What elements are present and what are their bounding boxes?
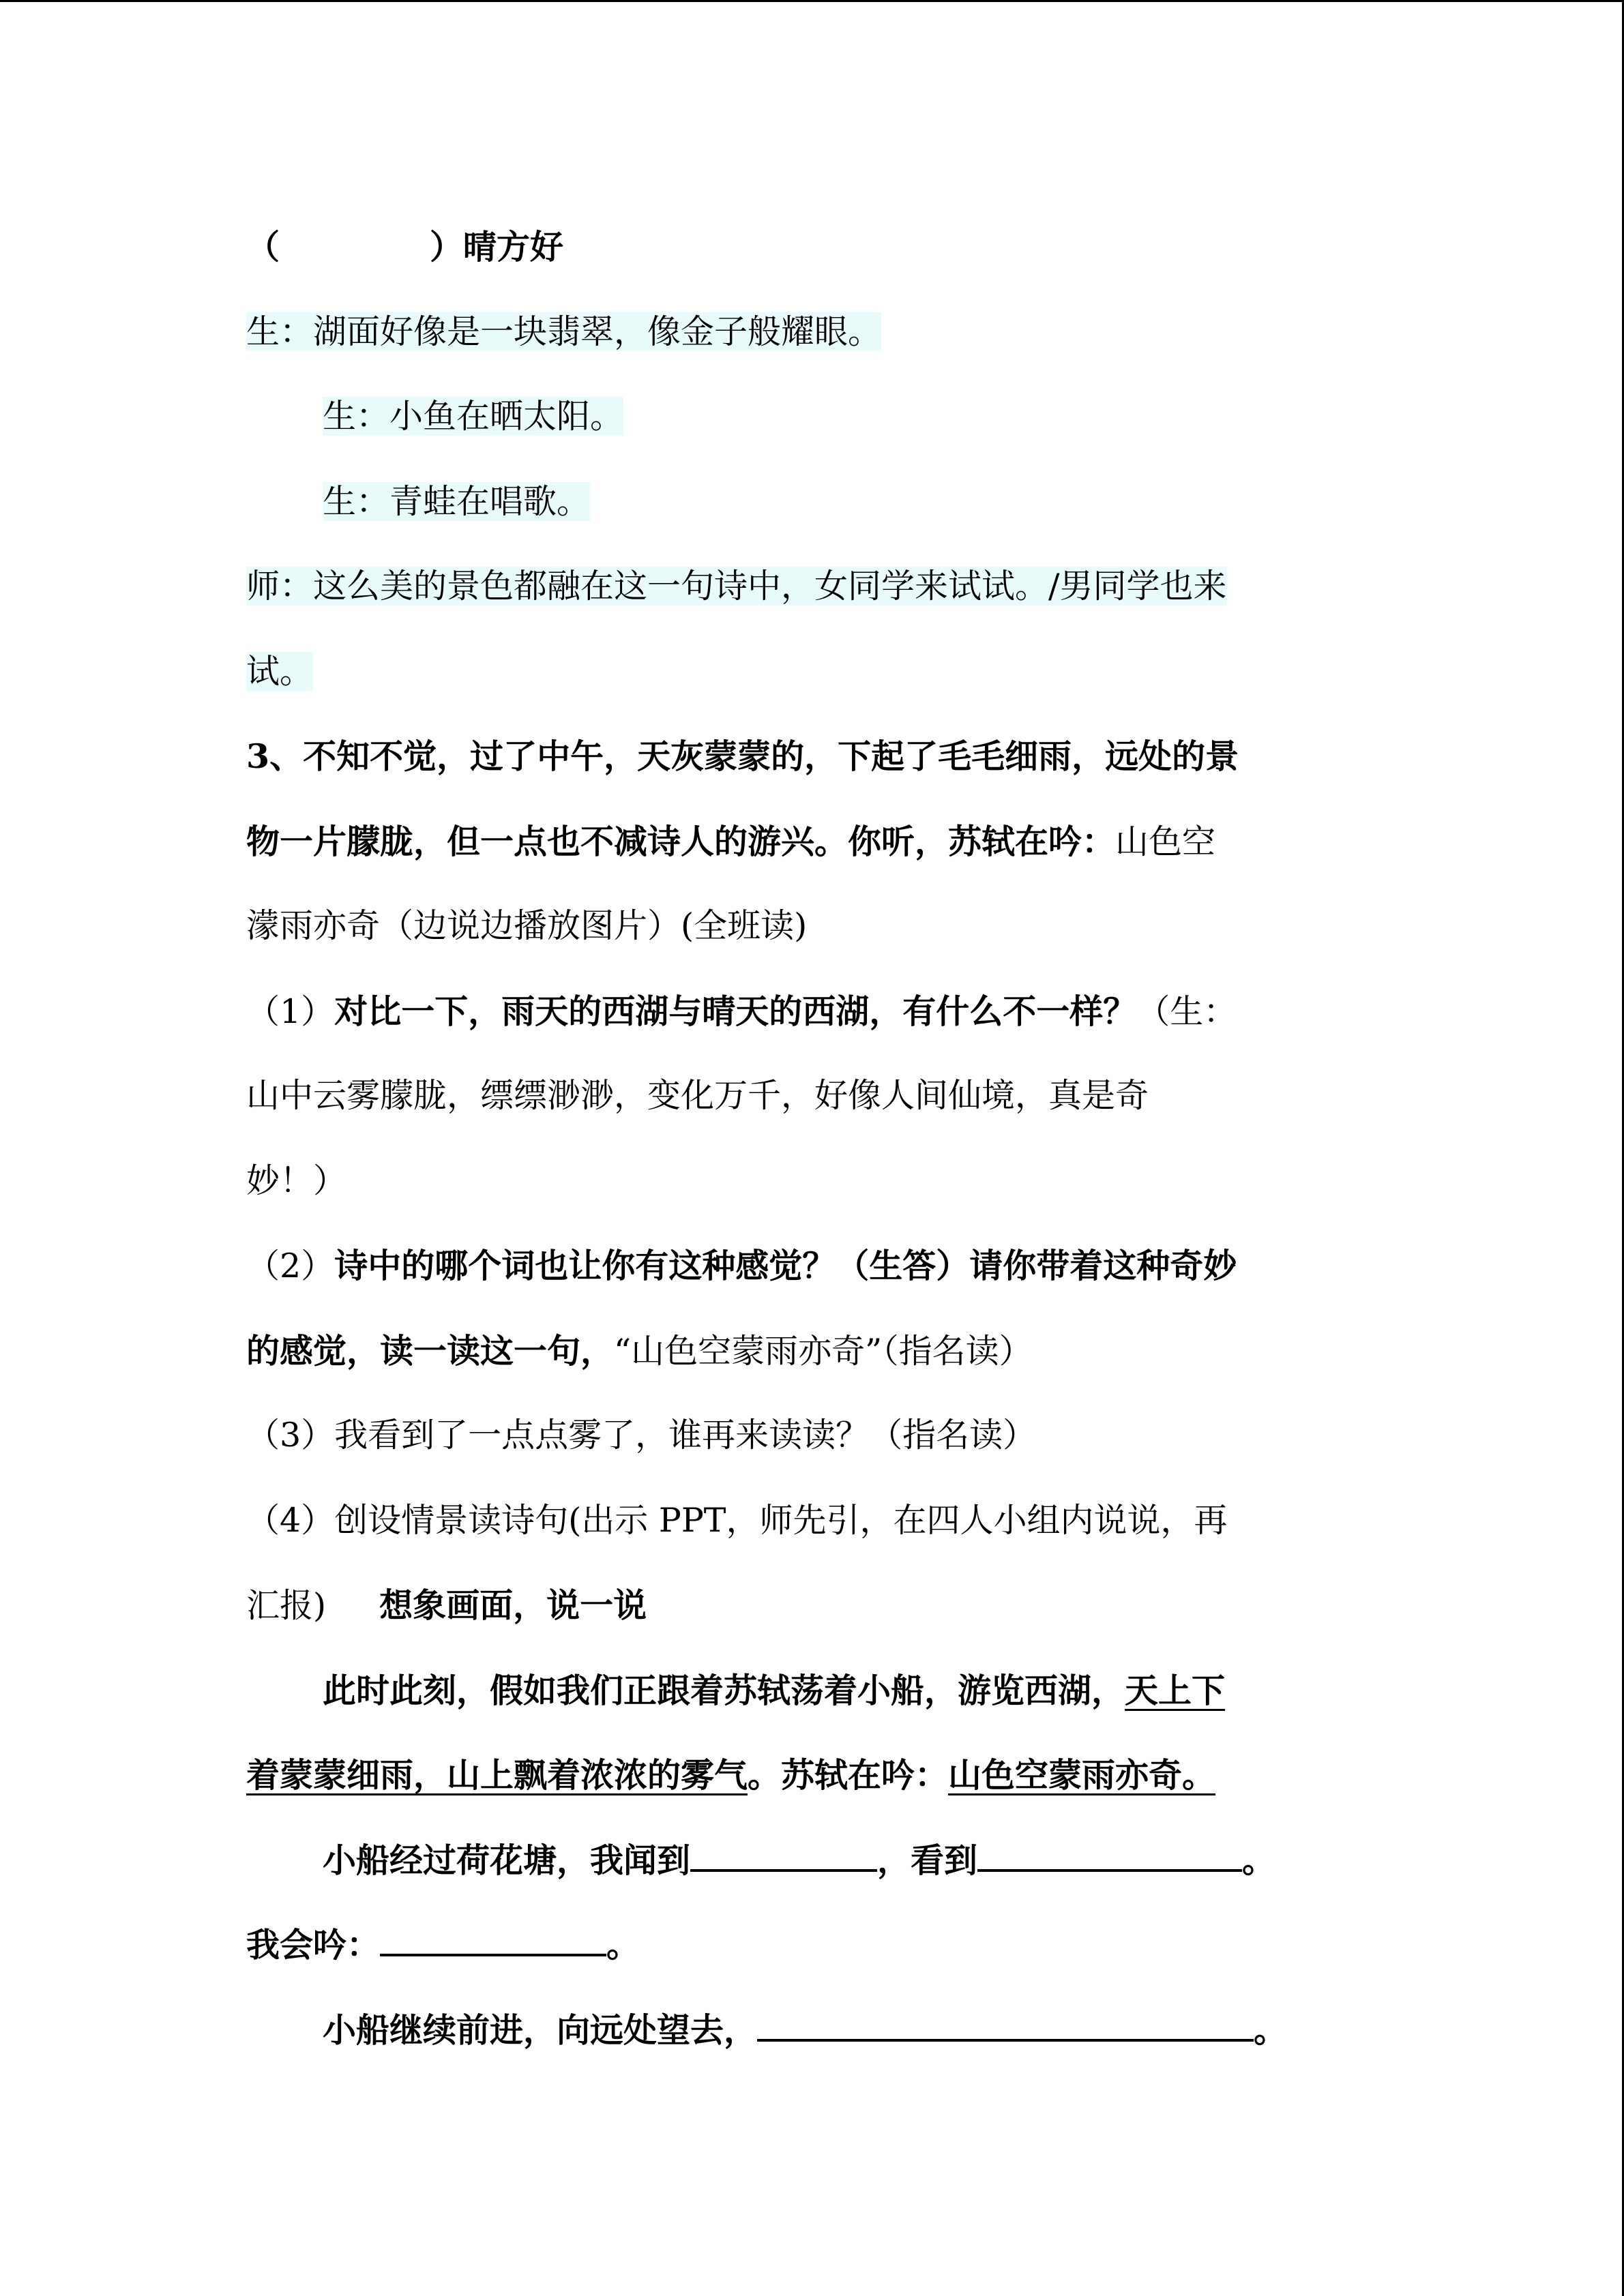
- bold-text: 对比一下，雨天的西湖与晴天的西湖，有什么不一样？: [334, 991, 1137, 1031]
- bold-text: 的感觉，读一读这一句，: [246, 1330, 615, 1371]
- fill-in-line-3: [246, 1988, 1378, 2073]
- scenario-paragraph: [246, 1648, 1378, 1733]
- line-text: 生：湖面好像是一块翡翠，像金子般耀眼。: [246, 312, 882, 351]
- bold-text: 物一片朦胧，但一点也不减诗人的游兴。你听，苏轼在吟：: [246, 821, 1116, 861]
- question-1: [246, 969, 1378, 1054]
- document-body: [246, 205, 1378, 2072]
- fill-in-line-2: [246, 1903, 1378, 1988]
- normal-text: （生：: [1136, 992, 1237, 1031]
- normal-text: 汇报): [246, 1586, 327, 1625]
- line-text: 生：青蛙在唱歌。: [323, 481, 591, 521]
- line-text: 师：这么美的景色都融在这一句诗中，女同学来试试。/男同学也来: [246, 567, 1227, 606]
- line-text: 3、不知不觉，过了中午，天灰蒙蒙的，下起了毛毛细雨，远处的景: [246, 736, 1239, 776]
- question-2: [246, 1223, 1378, 1309]
- underlined-poem-line: 山色空蒙雨亦奇。: [948, 1755, 1216, 1795]
- fill-blank-smell[interactable]: [690, 1842, 877, 1872]
- bold-text: 。: [1242, 1840, 1276, 1880]
- question-1-answer-cont: [246, 1139, 1378, 1224]
- line-text: 妙！）: [246, 1161, 347, 1200]
- student-answer-3: [246, 460, 1378, 545]
- bold-text: ，看到: [877, 1840, 978, 1880]
- section-3-heading: [246, 714, 1378, 799]
- teacher-line-cont: [246, 629, 1378, 715]
- line-text: ）晴方好: [430, 227, 564, 267]
- teacher-line: [246, 544, 1378, 629]
- student-answer-2: [246, 374, 1378, 460]
- bold-text: 此时此刻，假如我们正跟着苏轼荡着小船，游览西湖，: [323, 1670, 1125, 1710]
- open-paren: （: [246, 227, 280, 267]
- line-text: 生：小鱼在晒太阳。: [323, 397, 624, 436]
- student-answer-1: [246, 290, 1378, 375]
- question-3: [246, 1393, 1378, 1478]
- section-3-line-2: [246, 799, 1378, 884]
- bold-text: 诗中的哪个词也让你有这种感觉？（生答）请你带着这种奇妙: [334, 1246, 1237, 1285]
- line-text: （4）创设情景读诗句(出示 PPT，师先引，在四人小组内说说，再: [246, 1500, 1228, 1540]
- line-text: 试。: [246, 651, 314, 691]
- scenario-paragraph-cont: [246, 1733, 1378, 1818]
- line-text: 山中云雾朦胧，缥缥渺渺，变化万千，好像人间仙境，真是奇: [246, 1076, 1149, 1115]
- line-fill-paren: [246, 205, 1378, 290]
- bold-text: 小船经过荷花塘，我闻到: [323, 1840, 691, 1880]
- fill-in-line-1: [246, 1818, 1378, 1903]
- fill-blank-see[interactable]: [977, 1842, 1242, 1872]
- bold-text: 。苏轼在吟：: [748, 1755, 949, 1795]
- underlined-text: 着蒙蒙细雨，山上飘着浓浓的雾气: [246, 1755, 748, 1795]
- line-text: 濛雨亦奇（边说边播放图片）(全班读): [246, 906, 808, 945]
- question-2-cont: [246, 1309, 1378, 1394]
- item-number: （1）: [246, 992, 335, 1031]
- question-4-cont: [246, 1563, 1378, 1648]
- underlined-text: 天上下: [1125, 1670, 1226, 1710]
- fill-blank-view[interactable]: [757, 2012, 1254, 2042]
- fill-blank-recite[interactable]: [380, 1926, 606, 1956]
- question-1-answer: [246, 1054, 1378, 1139]
- bold-text: 想象画面，说一说: [379, 1585, 647, 1625]
- normal-text: “山色空蒙雨亦奇”（指名读）: [614, 1331, 1033, 1371]
- bold-text: 。: [606, 1925, 640, 1965]
- section-3-line-3: [246, 884, 1378, 969]
- item-number: （2）: [246, 1247, 335, 1285]
- question-4: [246, 1478, 1378, 1564]
- bold-text: 小船继续前进，向远处望去，: [323, 2010, 758, 2050]
- line-text: （3）我看到了一点点雾了，谁再来读读？（指名读）: [246, 1416, 1037, 1455]
- bold-text: 。: [1254, 2010, 1288, 2050]
- normal-text: 山色空: [1115, 822, 1216, 861]
- bold-text: 我会吟：: [246, 1925, 381, 1965]
